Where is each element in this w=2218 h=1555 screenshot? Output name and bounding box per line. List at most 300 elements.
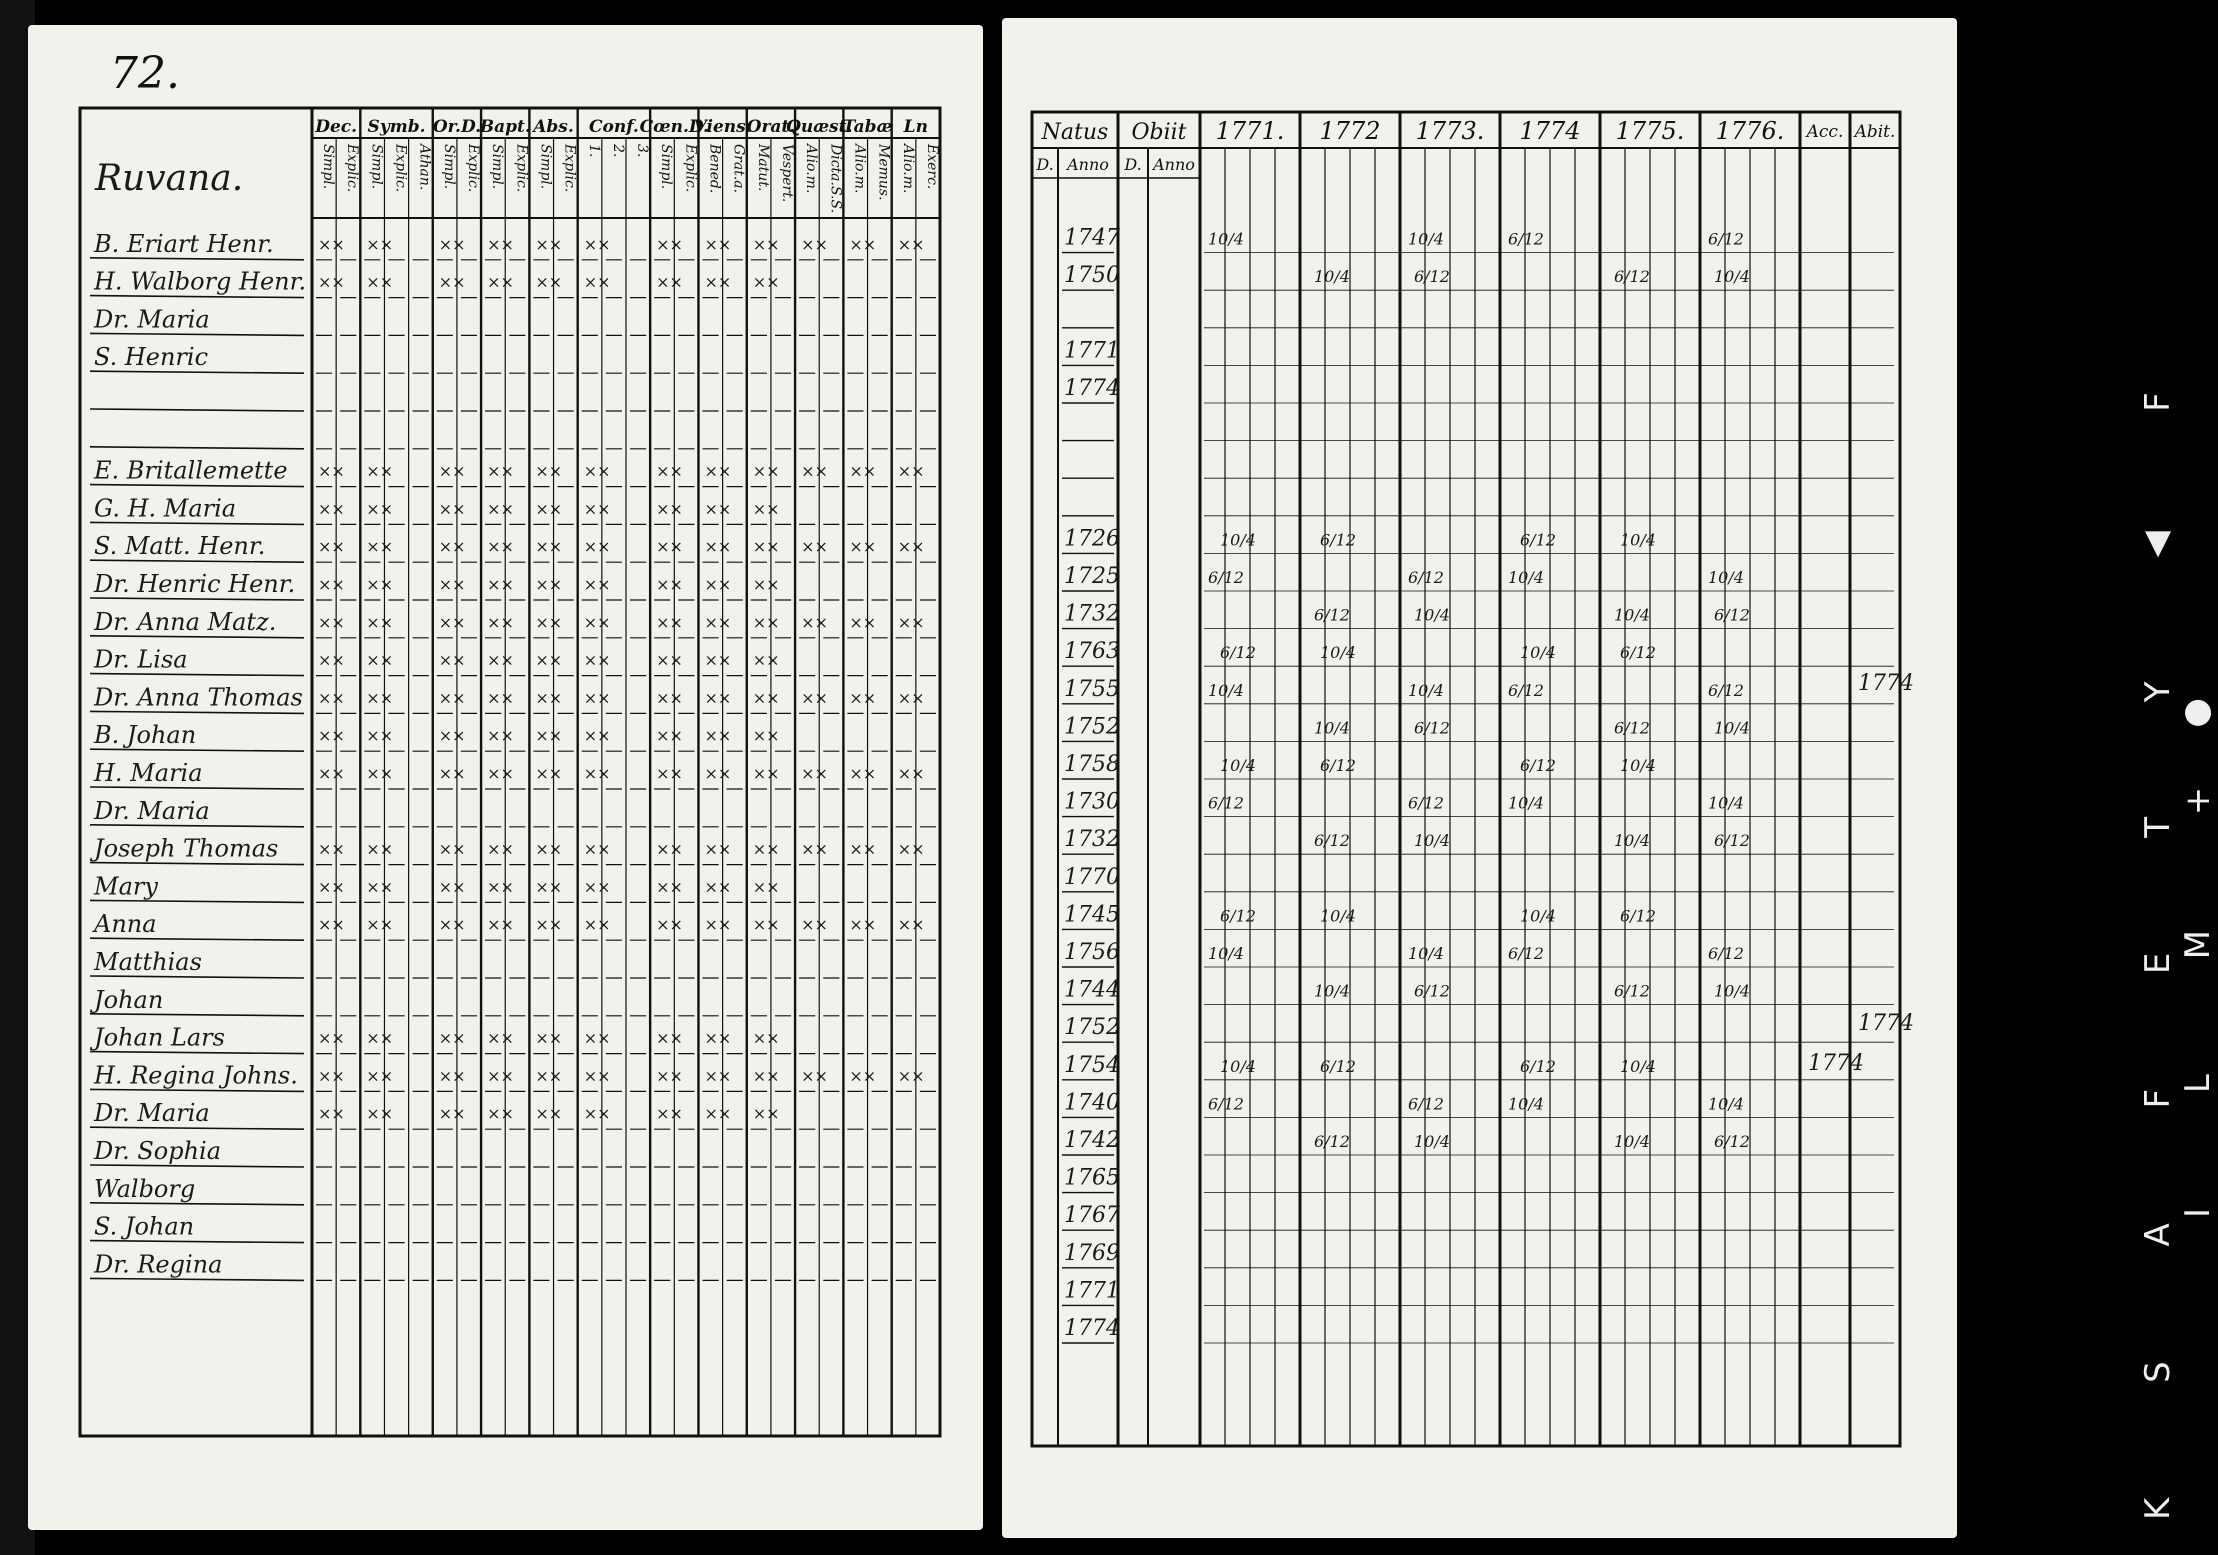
check-mark: ××	[487, 877, 514, 897]
birth-year: 1755	[1064, 676, 1120, 702]
year-header: 1774	[1519, 117, 1581, 145]
obiit-header: Obiit	[1131, 120, 1187, 145]
register-name: Dr. Anna Thomas	[94, 683, 303, 712]
check-mark: ××	[849, 688, 877, 708]
column-subheader: Simpl.	[368, 144, 385, 190]
exam-mark: 10/4	[1220, 756, 1256, 775]
exam-mark: 6/12	[1408, 793, 1444, 813]
check-mark: ××	[535, 915, 563, 935]
register-name: G. H. Maria	[94, 494, 237, 523]
natus-anno: Anno	[1067, 155, 1109, 174]
check-mark: ××	[318, 764, 345, 783]
birth-year: 1756	[1064, 940, 1120, 965]
column-subheader: Alio.m.	[803, 144, 820, 194]
check-mark: ××	[849, 461, 877, 481]
check-mark: ××	[438, 839, 466, 859]
name-underline	[90, 560, 304, 562]
check-mark: ××	[366, 764, 394, 783]
exam-mark: 10/4	[1520, 643, 1556, 663]
check-mark: ××	[366, 272, 394, 292]
column-subheader: Alio.m.	[851, 144, 868, 194]
check-mark: ××	[897, 1066, 925, 1086]
exam-mark: 6/12	[1520, 530, 1556, 550]
abit-header: Abit.	[1854, 122, 1896, 142]
check-mark: ××	[656, 272, 683, 292]
exam-mark: 6/12	[1414, 267, 1450, 287]
exam-mark: 10/4	[1408, 229, 1444, 249]
check-mark: ××	[897, 915, 925, 935]
check-mark: ××	[752, 1028, 780, 1048]
column-subheader: Explic.	[513, 144, 530, 193]
name-underline	[90, 1203, 304, 1205]
name-underline	[90, 296, 304, 298]
check-mark: ××	[318, 612, 345, 632]
check-mark: ××	[318, 537, 345, 557]
exam-mark: 10/4	[1614, 605, 1650, 625]
birth-year: 1754	[1064, 1052, 1120, 1078]
check-mark: ××	[366, 1104, 394, 1124]
check-mark: ××	[583, 688, 611, 708]
column-subheader: Simpl.	[320, 144, 337, 190]
birth-year: 1725	[1064, 564, 1120, 589]
column-subheader: Explic.	[561, 144, 578, 193]
birth-year: 1726	[1064, 526, 1120, 552]
check-mark: ××	[583, 877, 611, 897]
exam-mark: 10/4	[1508, 793, 1544, 813]
name-underline	[90, 1014, 304, 1016]
exam-mark: 10/4	[1714, 981, 1750, 1001]
column-header-9: Quæst.	[786, 117, 853, 137]
check-mark: ××	[438, 234, 466, 254]
check-mark: ××	[752, 688, 780, 708]
register-name: B. Eriart Henr.	[94, 229, 274, 258]
check-mark: ××	[366, 461, 394, 481]
acc-header: Acc.	[1806, 122, 1844, 142]
year-header: 1772	[1319, 117, 1381, 145]
exam-mark: 6/12	[1520, 1056, 1556, 1076]
exam-mark: 6/12	[1320, 1056, 1356, 1076]
exam-mark: 6/12	[1708, 944, 1744, 963]
check-mark: ××	[583, 537, 611, 557]
check-mark: ××	[656, 234, 683, 254]
exam-mark: 10/4	[1220, 1056, 1256, 1076]
register-name: Dr. Lisa	[94, 645, 188, 674]
acc-note: 1774	[1808, 1051, 1864, 1076]
obiit-anno: Anno	[1153, 155, 1195, 174]
check-mark: ××	[849, 537, 877, 557]
check-mark: ××	[704, 650, 732, 670]
birth-year: 1730	[1064, 789, 1120, 815]
birth-year: 1765	[1064, 1165, 1120, 1191]
register-name: Matthias	[94, 948, 202, 976]
check-mark: ××	[752, 877, 780, 897]
check-mark: ××	[535, 688, 563, 708]
check-mark: ××	[438, 915, 466, 935]
check-mark: ××	[801, 1066, 828, 1086]
check-mark: ××	[487, 537, 514, 557]
exam-mark: 6/12	[1714, 831, 1750, 851]
check-mark: ××	[801, 461, 828, 481]
check-mark: ××	[752, 272, 780, 292]
column-header-3: Bapt.	[479, 117, 531, 137]
name-underline	[90, 976, 304, 978]
column-header-5: Conf.	[588, 117, 639, 137]
check-mark: ××	[583, 461, 611, 481]
exam-mark: 10/4	[1320, 906, 1356, 926]
check-mark: ××	[366, 650, 394, 670]
name-underline	[90, 598, 304, 600]
check-mark: ××	[366, 839, 394, 859]
column-subheader: Matut.	[754, 144, 771, 192]
check-mark: ××	[366, 1066, 394, 1086]
register-name: S. Johan	[94, 1212, 195, 1241]
year-header: 1776.	[1715, 117, 1785, 145]
name-underline	[90, 711, 304, 713]
exam-mark: 10/4	[1414, 1132, 1450, 1151]
check-mark: ××	[704, 499, 732, 519]
birth-year: 1740	[1064, 1090, 1120, 1116]
check-mark: ××	[487, 499, 514, 519]
check-mark: ××	[487, 726, 514, 746]
check-mark: ××	[704, 1028, 732, 1048]
check-mark: ××	[752, 764, 780, 783]
name-underline	[90, 1127, 304, 1129]
exam-mark: 10/4	[1208, 680, 1244, 700]
birth-year: 1732	[1064, 827, 1120, 853]
check-mark: ××	[897, 612, 925, 632]
name-underline	[90, 1278, 304, 1280]
check-mark: ××	[438, 650, 466, 670]
exam-mark: 10/4	[1320, 643, 1356, 663]
check-mark: ××	[704, 726, 732, 746]
check-mark: ××	[656, 537, 683, 557]
check-mark: ××	[318, 688, 345, 708]
check-mark: ××	[704, 537, 732, 557]
check-mark: ××	[583, 839, 611, 859]
check-mark: ××	[849, 839, 877, 859]
check-mark: ××	[583, 1066, 611, 1086]
exam-mark: 6/12	[1508, 680, 1544, 700]
exam-mark: 10/4	[1314, 267, 1350, 287]
check-mark: ××	[438, 575, 466, 594]
check-mark: ××	[704, 1104, 732, 1124]
exam-mark: 6/12	[1708, 229, 1744, 249]
column-subheader: 2.	[609, 144, 626, 158]
name-underline	[90, 1089, 304, 1091]
check-mark: ××	[535, 612, 563, 632]
check-mark: ××	[438, 461, 466, 481]
left-register-title: Ruvana.	[95, 158, 244, 199]
exam-mark: 10/4	[1508, 568, 1544, 587]
column-subheader: Simpl.	[489, 144, 506, 190]
check-mark: ××	[318, 877, 345, 897]
birth-year: 1771	[1064, 1278, 1120, 1304]
check-mark: ××	[656, 499, 683, 519]
column-subheader: 3.	[634, 144, 651, 158]
check-mark: ××	[487, 234, 514, 254]
birth-year: 1774	[1064, 376, 1120, 401]
exam-mark: 10/4	[1408, 680, 1444, 700]
check-mark: ××	[849, 1066, 877, 1086]
check-mark: ××	[583, 272, 611, 292]
check-mark: ××	[656, 650, 683, 670]
check-mark: ××	[704, 877, 732, 897]
birth-year: 1745	[1064, 902, 1120, 928]
check-mark: ××	[801, 612, 828, 632]
check-mark: ××	[897, 764, 925, 783]
check-mark: ××	[366, 575, 394, 594]
check-mark: ××	[583, 499, 611, 519]
check-mark: ××	[318, 839, 345, 859]
check-mark: ××	[535, 499, 563, 519]
check-mark: ××	[656, 877, 683, 897]
check-mark: ××	[438, 537, 466, 557]
register-name: E. Britallemette	[94, 456, 288, 485]
check-mark: ××	[583, 1028, 611, 1048]
exam-mark: 10/4	[1414, 831, 1450, 851]
name-underline	[90, 674, 304, 676]
year-header: 1773.	[1415, 117, 1485, 145]
name-underline	[90, 825, 304, 827]
exam-mark: 6/12	[1408, 1094, 1444, 1114]
check-mark: ××	[318, 575, 345, 594]
column-header-2: Or.D.	[432, 117, 482, 137]
column-subheader: Explic.	[344, 144, 361, 193]
check-mark: ××	[487, 1028, 514, 1048]
check-mark: ××	[897, 461, 925, 481]
exam-mark: 6/12	[1520, 756, 1556, 775]
name-underline	[90, 1052, 304, 1054]
check-mark: ××	[535, 272, 563, 292]
column-header-6: Cœn.D.	[639, 117, 709, 137]
check-mark: ××	[704, 461, 732, 481]
page-number: 72.	[110, 48, 180, 99]
exam-mark: 10/4	[1708, 1094, 1744, 1114]
birth-year: 1758	[1064, 752, 1120, 777]
birth-year: 1771	[1064, 338, 1120, 364]
check-mark: ××	[535, 1066, 563, 1086]
check-mark: ××	[583, 915, 611, 935]
check-mark: ××	[656, 1028, 683, 1048]
exam-mark: 10/4	[1714, 267, 1750, 287]
exam-mark: 6/12	[1320, 756, 1356, 775]
check-mark: ××	[704, 272, 732, 292]
exam-mark: 6/12	[1220, 643, 1256, 663]
exam-mark: 6/12	[1208, 793, 1244, 813]
abit-note: 1774	[1858, 1011, 1914, 1036]
exam-mark: 6/12	[1314, 831, 1350, 851]
column-subheader: Grat.a.	[730, 144, 747, 194]
name-underline	[90, 485, 304, 487]
check-mark: ××	[752, 537, 780, 557]
check-mark: ××	[656, 726, 683, 746]
check-mark: ××	[704, 688, 732, 708]
check-mark: ××	[656, 575, 683, 594]
check-mark: ××	[583, 575, 611, 594]
check-mark: ××	[752, 650, 780, 670]
exam-mark: 6/12	[1714, 605, 1750, 625]
obiit-d: D.	[1124, 155, 1142, 174]
name-underline	[90, 863, 304, 865]
check-mark: ××	[752, 1104, 780, 1124]
check-mark: ××	[535, 650, 563, 670]
exam-mark: 10/4	[1414, 605, 1450, 625]
check-mark: ××	[535, 461, 563, 481]
register-name: H. Walborg Henr.	[94, 267, 307, 296]
check-mark: ××	[438, 726, 466, 746]
check-mark: ××	[487, 650, 514, 670]
column-subheader: Dicta.S.S.	[827, 144, 844, 214]
check-mark: ××	[897, 234, 925, 254]
check-mark: ××	[704, 1066, 732, 1086]
name-underline	[90, 522, 304, 524]
check-mark: ××	[438, 877, 466, 897]
exam-mark: 10/4	[1620, 1056, 1656, 1076]
name-underline	[90, 1241, 304, 1243]
exam-mark: 10/4	[1220, 530, 1256, 550]
column-subheader: Vespert.	[779, 144, 795, 203]
check-mark: ××	[583, 726, 611, 746]
exam-mark: 6/12	[1614, 981, 1650, 1001]
check-mark: ××	[849, 612, 877, 632]
check-mark: ××	[656, 839, 683, 859]
exam-mark: 6/12	[1208, 1094, 1244, 1114]
check-mark: ××	[535, 839, 563, 859]
register-name: Walborg	[94, 1174, 196, 1203]
check-mark: ××	[801, 688, 828, 708]
column-subheader: Memus.	[875, 144, 892, 201]
check-mark: ××	[849, 234, 877, 254]
check-mark: ××	[535, 1028, 563, 1048]
abit-note: 1774	[1858, 671, 1914, 696]
column-subheader: Bened.	[706, 144, 723, 194]
exam-mark: 10/4	[1408, 944, 1444, 963]
check-mark: ××	[318, 650, 345, 670]
check-mark: ××	[535, 234, 563, 254]
column-header-10: Tabæ	[842, 117, 893, 137]
register-name: Anna	[94, 910, 157, 939]
check-mark: ××	[318, 915, 345, 935]
check-mark: ××	[752, 612, 780, 632]
register-name: S. Matt. Henr.	[94, 532, 266, 561]
check-mark: ××	[318, 726, 345, 746]
check-mark: ××	[366, 726, 394, 746]
check-mark: ××	[704, 234, 732, 254]
check-mark: ××	[318, 1028, 345, 1048]
birth-year: 1769	[1064, 1240, 1120, 1266]
column-subheader: Explic.	[465, 144, 481, 193]
exam-mark: 6/12	[1620, 643, 1656, 663]
check-mark: ××	[849, 764, 877, 783]
birth-year: 1747	[1064, 225, 1120, 251]
check-mark: ××	[535, 575, 563, 594]
column-subheader: Explic.	[682, 144, 699, 193]
column-header-8: Orat.	[746, 117, 796, 137]
year-header: 1775.	[1615, 117, 1685, 145]
check-mark: ××	[752, 1066, 780, 1086]
check-mark: ××	[704, 612, 732, 632]
check-mark: ××	[583, 650, 611, 670]
check-mark: ××	[897, 537, 925, 557]
name-underline	[90, 447, 304, 449]
check-mark: ××	[366, 499, 394, 519]
register-name: B. Johan	[94, 721, 197, 750]
check-mark: ××	[704, 915, 732, 935]
check-mark: ××	[487, 612, 514, 632]
check-mark: ××	[535, 877, 563, 897]
exam-mark: 6/12	[1314, 605, 1350, 625]
name-underline	[90, 258, 304, 260]
check-mark: ××	[535, 1104, 563, 1124]
year-header: 1771.	[1215, 117, 1285, 145]
check-mark: ××	[801, 234, 828, 254]
column-subheader: Simpl.	[440, 144, 457, 190]
exam-mark: 6/12	[1614, 718, 1650, 738]
name-underline	[90, 749, 304, 751]
column-header-0: Dec.	[315, 117, 358, 137]
column-header-11: Ln	[903, 117, 929, 137]
register-name: Dr. Maria	[94, 305, 210, 334]
check-mark: ××	[656, 612, 683, 632]
birth-year: 1732	[1064, 601, 1120, 627]
register-name: H. Maria	[94, 759, 203, 787]
name-underline	[90, 333, 304, 335]
birth-year: 1774	[1064, 1316, 1120, 1341]
column-subheader: Athan.	[416, 144, 433, 191]
check-mark: ××	[656, 764, 683, 783]
check-mark: ××	[801, 839, 828, 859]
check-mark: ××	[318, 1104, 345, 1124]
check-mark: ××	[366, 234, 394, 254]
column-subheader: Simpl.	[537, 144, 554, 190]
check-mark: ××	[366, 612, 394, 632]
name-underline	[90, 787, 304, 789]
name-underline	[90, 409, 304, 411]
birth-year: 1770	[1064, 864, 1120, 890]
exam-mark: 6/12	[1314, 1132, 1350, 1151]
check-mark: ××	[366, 537, 394, 557]
column-header-1: Symb.	[367, 117, 426, 137]
check-mark: ××	[897, 839, 925, 859]
birth-year: 1767	[1064, 1203, 1120, 1229]
film-strip-label: K S A F E T Y ▲ F I L M +●	[2138, 340, 2218, 1520]
register-name: Mary	[94, 872, 158, 901]
column-subheader: Alio.m.	[899, 144, 916, 194]
column-header-4: Abs.	[533, 117, 574, 137]
check-mark: ××	[535, 726, 563, 746]
register-name: Dr. Henric Henr.	[94, 570, 296, 598]
exam-mark: 10/4	[1614, 831, 1650, 851]
column-subheader: Exerc.	[923, 144, 940, 190]
exam-mark: 6/12	[1620, 906, 1656, 926]
exam-mark: 10/4	[1208, 229, 1244, 249]
exam-mark: 10/4	[1508, 1094, 1544, 1114]
register-name: Joseph Thomas	[94, 834, 279, 863]
exam-mark: 6/12	[1320, 530, 1356, 550]
check-mark: ××	[849, 915, 877, 935]
column-header-7: Viens.	[693, 117, 752, 137]
exam-mark: 6/12	[1220, 906, 1256, 926]
column-subheader: 1.	[585, 144, 602, 158]
check-mark: ××	[656, 461, 683, 481]
check-mark: ××	[438, 612, 466, 632]
check-mark: ××	[752, 726, 780, 746]
birth-year: 1763	[1064, 639, 1120, 665]
check-mark: ××	[318, 272, 345, 292]
exam-mark: 6/12	[1508, 944, 1544, 963]
name-underline	[90, 1165, 304, 1167]
column-subheader: Simpl.	[658, 144, 675, 190]
